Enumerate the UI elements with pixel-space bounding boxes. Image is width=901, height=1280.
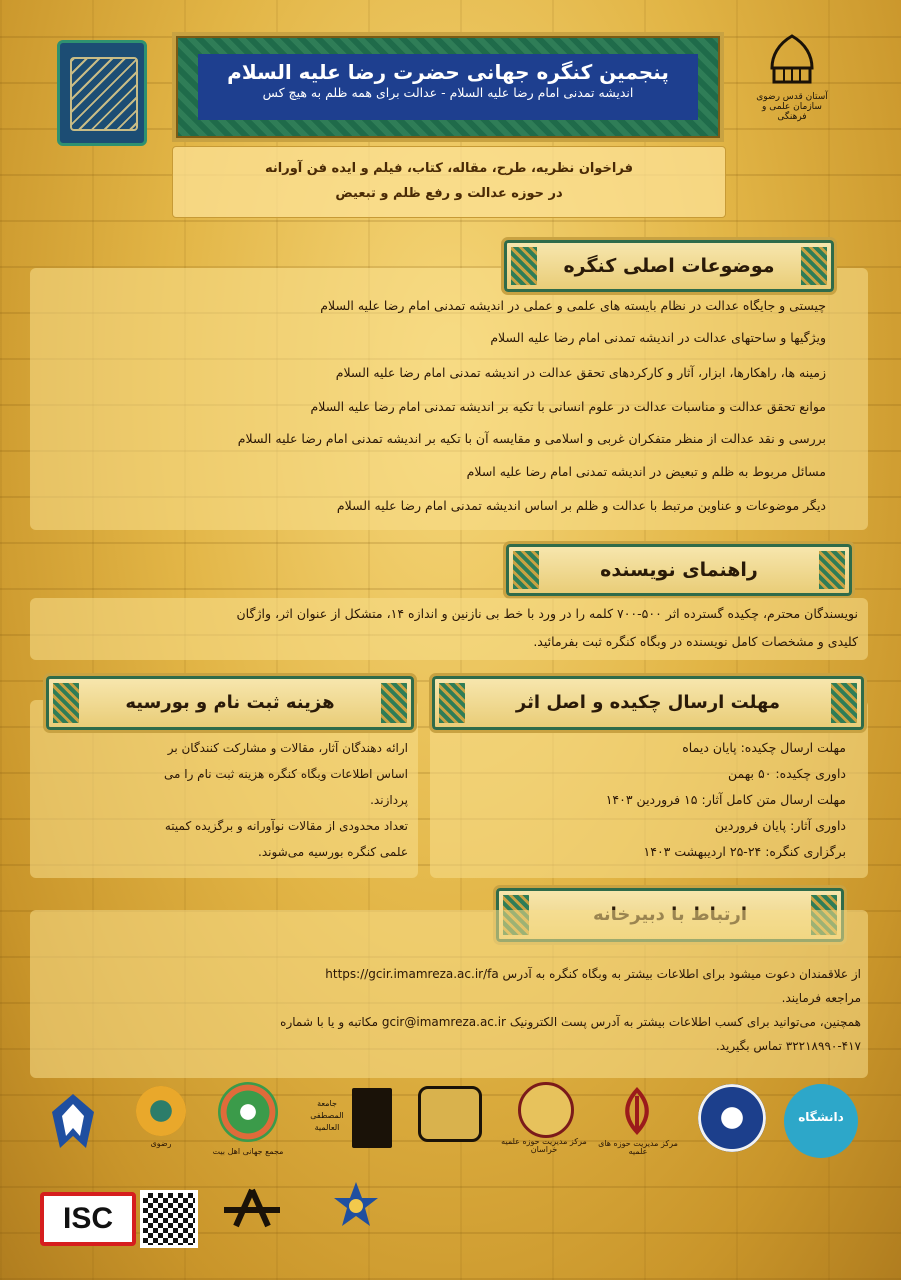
fees-line: علمی کنگره بورسیه می‌شوند. bbox=[258, 845, 408, 859]
contact-text bbox=[41, 968, 861, 1064]
call-line-1: فراخوان نظریه، طرح، مقاله، کتاب، فیلم و ایده فن آورانه bbox=[265, 161, 633, 176]
fees-line: اساس اطلاعات وبگاه کنگره هزینه ثبت نام را می bbox=[163, 767, 408, 781]
deadline-list bbox=[446, 742, 846, 872]
deadline-heading-tag bbox=[432, 676, 864, 730]
guide-heading-tag bbox=[506, 544, 852, 596]
congress-subtitle: اندیشه تمدنی امام رضا علیه السلام - عدالت برای همه ظلم به هیچ کس bbox=[262, 85, 634, 100]
isc-logo bbox=[40, 1192, 136, 1246]
topics-heading: موضوعات اصلی کنگره bbox=[563, 255, 775, 277]
contact-phone: ۳۲۲۱۸۹۹۰-۴۱۷ تماس بگیرید. bbox=[715, 1039, 861, 1053]
tehran-university-logo bbox=[784, 1084, 858, 1158]
allah-emblem-icon bbox=[612, 1086, 662, 1136]
azad-wings-icon bbox=[46, 1090, 100, 1152]
contact-line-3-tail: مکاتبه و یا با شماره bbox=[280, 1015, 379, 1029]
call-line-2: در حوزه عدالت و رفع ظلم و تبعیض bbox=[335, 186, 563, 201]
ferdowsi-logo bbox=[698, 1084, 766, 1152]
contact-line-1: از علاقمندان دعوت میشود برای اطلاعات بیشتر به وبگاه کنگره به آدرس bbox=[502, 967, 861, 981]
astan-quds-text: آستان قدس رضوی bbox=[756, 92, 828, 102]
hawza-khorasan-logo bbox=[518, 1082, 574, 1138]
emblem-calligraphy-icon bbox=[70, 57, 138, 131]
jameatol-logo bbox=[306, 1088, 392, 1148]
seda-sima-logo bbox=[216, 1186, 288, 1230]
fees-line: پردازند. bbox=[370, 793, 408, 807]
topic-item: دیگر موضوعات و عناوین مرتبط با عدالت و ظلم بر اساس اندیشه تمدنی امام رضا علیه السلام bbox=[336, 498, 826, 513]
deadline-item: مهلت ارسال متن کامل آثار: ۱۵ فروردین ۱۴۰۳ bbox=[605, 792, 846, 807]
contact-line-3: همچنین، می‌توانید برای کسب اطلاعات بیشتر به آدرس پست الکترونیک bbox=[509, 1015, 861, 1029]
fees-heading: هزینه ثبت نام و بورسیه bbox=[125, 692, 335, 713]
hawza-caption: مرکز مدیریت حوزه های علمیه bbox=[598, 1139, 678, 1156]
congress-emblem bbox=[57, 40, 147, 146]
sunflower-caption: رضوی bbox=[150, 1139, 172, 1148]
jameatol-mark-icon bbox=[352, 1088, 392, 1148]
astan-quds-subtext: سازمان علمی و فرهنگی bbox=[762, 102, 822, 122]
topics-heading-tag bbox=[504, 240, 834, 292]
congress-title: پنجمین کنگره جهانی حضرت رضا علیه السلام bbox=[227, 60, 669, 84]
topic-item: بررسی و نقد عدالت از منظر متفکران غربی و اسلامی و مقایسه آن با تکیه بر اندیشه تمدنی امام رضا علیه السلام bbox=[237, 431, 826, 446]
guide-panel bbox=[30, 598, 868, 660]
deadline-item: برگزاری کنگره: ۲۴-۲۵ اردیبهشت ۱۴۰۳ bbox=[643, 844, 846, 859]
ministry-logo bbox=[332, 1180, 380, 1228]
contact-line-2: مراجعه فرمایند. bbox=[781, 991, 861, 1005]
deadline-item: داوری چکیده: ۵۰ بهمن bbox=[728, 766, 846, 781]
guide-line-2: کلیدی و مشخصات کامل نویسنده در وبگاه کنگره ثبت بفرمائید. bbox=[533, 634, 858, 649]
fees-heading-tag bbox=[46, 676, 414, 730]
astan-quds-logo bbox=[752, 30, 832, 140]
hawza-khorasan-caption: مرکز مدیریت حوزه علمیه خراسان bbox=[501, 1137, 587, 1154]
topics-list bbox=[86, 300, 826, 530]
topic-item: زمینه ها، راهکارها، ابزار، آثار و کارکردهای تحقق عدالت در اندیشه تمدنی امام رضا علیه السلام bbox=[335, 365, 826, 380]
broadcast-emblem-icon bbox=[216, 1186, 288, 1230]
deadline-item: مهلت ارسال چکیده: پایان دیماه bbox=[682, 740, 846, 755]
deadline-item: داوری آثار: پایان فروردین bbox=[714, 818, 846, 833]
title-banner bbox=[172, 32, 724, 142]
isc-text: ISC bbox=[62, 1202, 113, 1235]
sunflower-logo bbox=[136, 1086, 186, 1136]
deadline-heading: مهلت ارسال چکیده و اصل اثر bbox=[515, 692, 781, 713]
iran-emblem-logo bbox=[612, 1086, 662, 1136]
guide-line-1: نویسندگان محترم، چکیده گسترده اثر ۵۰۰-۷۰۰ کلمه را در ورد با خط بی نازنین و اندازه ۱۴، متشکل از عنوان اثر، واژگان bbox=[236, 606, 858, 621]
jameatol-text: جامعة المصطفی العالمیة bbox=[310, 1099, 344, 1132]
fees-text bbox=[40, 742, 408, 872]
fees-line: تعداد محدودی از مقالات نوآورانه و برگزیده کمیته bbox=[164, 819, 408, 833]
fees-line: ارائه دهندگان آثار، مقالات و مشارکت کنندگان بر bbox=[167, 741, 408, 755]
topic-item: موانع تحقق عدالت و مناسبات عدالت در علوم انسانی با تکیه بر اندیشه تمدنی امام رضا علیه السلام bbox=[310, 399, 826, 414]
tablighat-logo bbox=[418, 1086, 482, 1142]
topic-item: چیستی و جایگاه عدالت در نظام بایسته های علمی و عملی در اندیشه تمدنی امام رضا علیه السلام bbox=[320, 298, 826, 313]
email-link[interactable]: gcir@imamreza.ac.ir bbox=[381, 1015, 506, 1029]
azad-university-logo bbox=[46, 1090, 100, 1152]
topic-item: مسائل مربوط به ظلم و تبعیض در اندیشه تمدنی امام رضا علیه اسلام bbox=[466, 464, 826, 479]
topic-item: ویژگیها و ساحتهای عدالت در اندیشه تمدنی امام رضا علیه السلام bbox=[490, 330, 826, 345]
call-box bbox=[172, 146, 726, 218]
tehran-university-text: دانشگاه bbox=[798, 1110, 844, 1124]
guide-heading: راهنمای نویسنده bbox=[600, 559, 758, 581]
qr-code[interactable] bbox=[140, 1190, 198, 1248]
title-panel bbox=[198, 54, 698, 120]
majma-logo bbox=[218, 1082, 278, 1142]
majma-caption: مجمع جهانی اهل بیت bbox=[212, 1147, 284, 1156]
star-emblem-icon bbox=[332, 1180, 380, 1228]
website-link[interactable]: https://gcir.imamreza.ac.ir/fa bbox=[325, 967, 499, 981]
shrine-dome-icon bbox=[764, 32, 820, 88]
